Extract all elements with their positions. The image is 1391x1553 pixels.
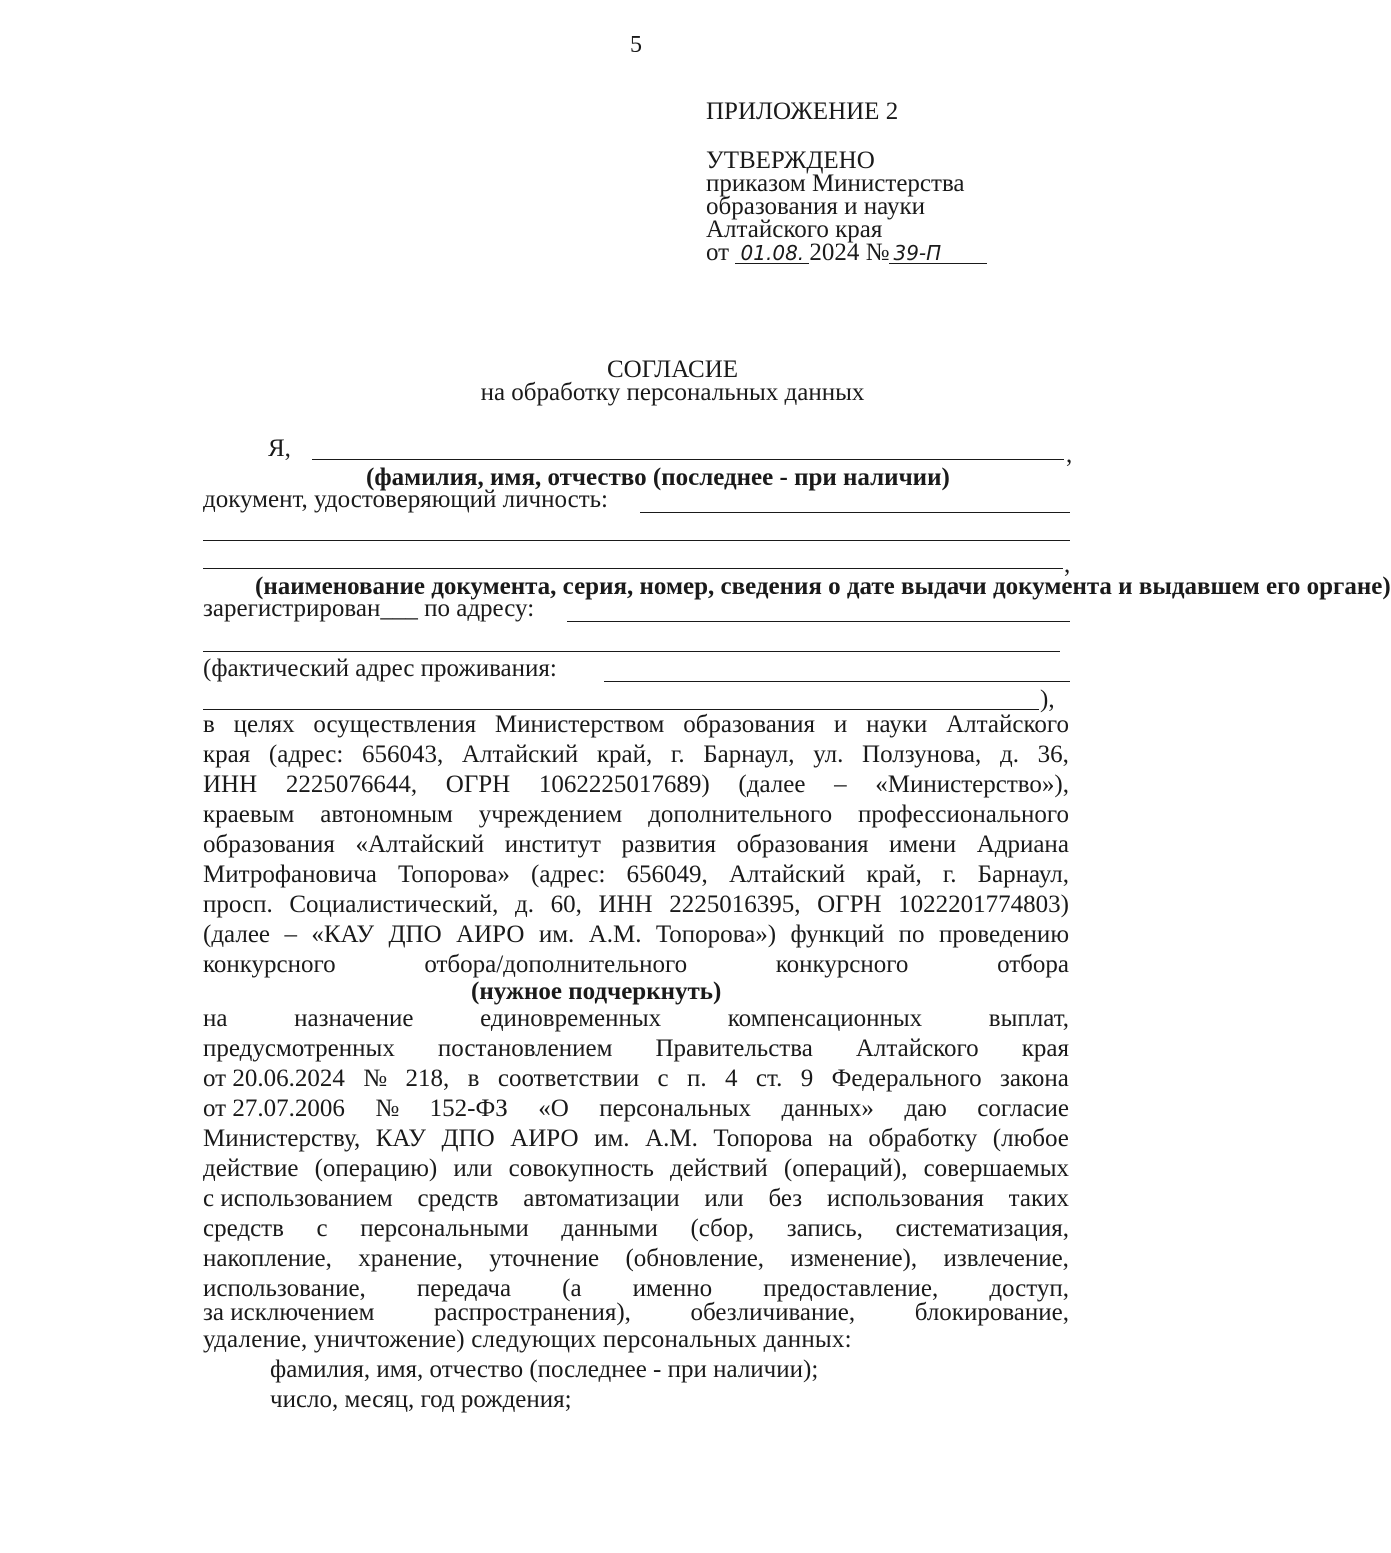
body-word: Ползунова, xyxy=(862,741,982,768)
body-word: край, xyxy=(596,741,653,768)
body-word: Алтайского xyxy=(855,1035,979,1062)
body-word: образования xyxy=(203,831,335,858)
body-word: Алтайский xyxy=(461,741,579,768)
body-word: ИНН xyxy=(203,771,258,798)
doc-comma: , xyxy=(1064,551,1071,578)
fio-note: (фамилия, имя, отчество (последнее - при наличии) xyxy=(366,464,950,491)
document-title xyxy=(0,358,1345,404)
body-word: (операций), xyxy=(783,1155,908,1182)
body-word: за исключением xyxy=(203,1299,375,1326)
body-word: от 27.07.2006 xyxy=(203,1095,345,1122)
body-word: без xyxy=(768,1185,803,1212)
doc-label: документ, удостоверяющий личность: xyxy=(203,486,608,513)
body-word: персональными xyxy=(360,1215,529,1242)
body-word: 9 xyxy=(800,1065,814,1092)
body-word: развития xyxy=(621,831,717,858)
body-word: края xyxy=(203,741,251,768)
body-line xyxy=(203,1005,1069,1032)
body-word: 60, xyxy=(550,891,582,918)
body-line xyxy=(203,1065,1069,1092)
body-word: 2225076644, xyxy=(285,771,418,798)
body-word: просп. xyxy=(203,891,273,918)
body-word: «О xyxy=(538,1095,569,1122)
body-word: совершаемых xyxy=(923,1155,1069,1182)
body-word: образования xyxy=(683,711,816,738)
body-word: обработку xyxy=(868,1125,978,1152)
body-word: единовременных xyxy=(480,1005,662,1032)
body-word: с использованием xyxy=(203,1185,393,1212)
body-word: дополнительного xyxy=(648,801,833,828)
body-line xyxy=(203,1125,1069,1152)
body-line xyxy=(203,831,1069,858)
body-word: д. xyxy=(515,891,534,918)
body-word: компенсационных xyxy=(727,1005,923,1032)
body-word: 656043, xyxy=(362,741,444,768)
body-word: 218, xyxy=(405,1065,450,1092)
doc-field-line-1 xyxy=(640,512,1070,513)
body-word: соответствии xyxy=(497,1065,640,1092)
handwritten-number: 39-П xyxy=(889,243,987,264)
body-word: действие xyxy=(203,1155,299,1182)
doc-field-line-2 xyxy=(203,540,1070,541)
body-line xyxy=(203,1245,1069,1272)
body-line xyxy=(203,891,1069,918)
body-word: доступ, xyxy=(989,1275,1069,1302)
body-word: А.М. xyxy=(588,921,642,948)
needed-note: (нужное подчеркнуть) xyxy=(471,978,722,1005)
body-word: науки xyxy=(866,711,928,738)
body-word: конкурсного xyxy=(203,951,336,978)
body-word: ДПО xyxy=(441,1125,495,1152)
handwritten-date: 01.08. xyxy=(735,243,809,264)
body-word: с xyxy=(316,1215,328,1242)
body-word: – xyxy=(284,921,297,948)
body-word: выплат, xyxy=(988,1005,1069,1032)
body-word: систематизация, xyxy=(895,1215,1069,1242)
body-word: г. xyxy=(670,741,685,768)
body-word: – xyxy=(834,771,847,798)
body-word: запись, xyxy=(786,1215,863,1242)
body-word: данными xyxy=(561,1215,658,1242)
body-word: 656049, xyxy=(626,861,708,888)
body-word: отбора xyxy=(997,951,1069,978)
approved-label: УТВЕРЖДЕНО xyxy=(706,147,875,174)
doc-note: (наименование документа, серия, номер, сведения о дате выдачи документа и выдавшем его органе) xyxy=(255,573,1391,600)
actual-closing: ), xyxy=(1040,686,1055,713)
body-word: (любое xyxy=(992,1125,1069,1152)
body-line xyxy=(203,801,1069,828)
body-word: Правительства xyxy=(655,1035,813,1062)
body-word: назначение xyxy=(294,1005,414,1032)
body-word: в xyxy=(467,1065,480,1092)
body-word: или xyxy=(704,1185,744,1212)
body-word: передача xyxy=(416,1275,512,1302)
body-word: по xyxy=(898,921,925,948)
body-word: средств xyxy=(203,1215,284,1242)
body-word: края xyxy=(1021,1035,1069,1062)
body-word: на xyxy=(828,1125,853,1152)
body-word: (обновление, xyxy=(625,1245,765,1272)
body-word: на xyxy=(203,1005,228,1032)
body-word: отбора/дополнительного xyxy=(424,951,688,978)
body-word: хранение, xyxy=(358,1245,463,1272)
body-word: ОГРН xyxy=(817,891,882,918)
list-item: число, месяц, год рождения; xyxy=(270,1386,572,1413)
body-word: блокирование, xyxy=(914,1299,1069,1326)
body-word: в xyxy=(203,711,215,738)
body-word: даю xyxy=(904,1095,947,1122)
body-word: Топорова») xyxy=(655,921,777,948)
body-word: использования xyxy=(826,1185,984,1212)
body-word: ОГРН xyxy=(445,771,511,798)
body-word: предоставление, xyxy=(763,1275,939,1302)
appendix-label: ПРИЛОЖЕНИЕ 2 xyxy=(706,98,899,125)
body-word: институт xyxy=(504,831,601,858)
title-sub: на обработку персональных данных xyxy=(480,379,865,406)
body-word: 2225016395, xyxy=(669,891,801,918)
registered-field-line-1 xyxy=(567,621,1070,622)
body-word: край, xyxy=(866,861,922,888)
body-last-line: удаление, уничтожение) следующих персональных данных: xyxy=(203,1326,852,1353)
body-line xyxy=(203,861,1069,888)
body-word: ДПО xyxy=(388,921,442,948)
body-line xyxy=(203,1299,1069,1326)
title-main: СОГЛАСИЕ xyxy=(606,356,739,383)
body-word: использование, xyxy=(203,1275,366,1302)
body-word: уточнение xyxy=(489,1245,600,1272)
body-word: № xyxy=(375,1095,400,1122)
body-word: (далее xyxy=(738,771,806,798)
body-word: осуществления xyxy=(313,711,477,738)
body-word: (а xyxy=(562,1275,582,1302)
body-line xyxy=(203,1155,1069,1182)
body-line xyxy=(203,1275,1069,1302)
body-word: Министерству, xyxy=(203,1125,361,1152)
body-word: п. xyxy=(687,1065,707,1092)
body-word: или xyxy=(453,1155,493,1182)
body-word: закона xyxy=(1000,1065,1069,1092)
list-item: фамилия, имя, отчество (последнее - при наличии); xyxy=(270,1356,819,1383)
body-word: ИНН xyxy=(598,891,653,918)
actual-field-line-2 xyxy=(203,709,1039,710)
body-word: «КАУ xyxy=(311,921,375,948)
body-word: Федерального xyxy=(831,1065,982,1092)
body-word: Топорова» xyxy=(398,861,510,888)
body-word: 1022201774803) xyxy=(898,891,1069,918)
approval-line-3: Алтайского края xyxy=(706,216,883,243)
body-word: КАУ xyxy=(375,1125,426,1152)
body-word: АИРО xyxy=(456,921,525,948)
body-word: Алтайского xyxy=(946,711,1069,738)
approval-date-line xyxy=(706,241,987,264)
fio-comma: , xyxy=(1066,441,1073,468)
body-word: ул. xyxy=(813,741,844,768)
registered-label: зарегистрирован___ по адресу: xyxy=(203,595,535,622)
body-word: (адрес: xyxy=(531,861,606,888)
body-word: распространения), xyxy=(433,1299,631,1326)
approval-year: 2024 № xyxy=(809,239,890,266)
body-word: целях xyxy=(233,711,295,738)
body-word: 4 xyxy=(725,1065,738,1092)
body-word: профессионального xyxy=(858,801,1069,828)
body-word: Министерством xyxy=(494,711,665,738)
body-word: имени xyxy=(889,831,957,858)
approval-line-2: образования и науки xyxy=(706,193,925,220)
body-word: (адрес: xyxy=(268,741,344,768)
body-word: изменение), xyxy=(790,1245,918,1272)
body-word: постановлением xyxy=(437,1035,613,1062)
body-word: Социалистический, xyxy=(289,891,499,918)
body-line xyxy=(203,711,1069,738)
body-word: действий xyxy=(670,1155,768,1182)
body-word: Барнаул, xyxy=(977,861,1069,888)
body-word: согласие xyxy=(977,1095,1069,1122)
fio-field-line xyxy=(312,459,1064,460)
body-word: извлечение, xyxy=(943,1245,1069,1272)
body-word: проведению xyxy=(938,921,1069,948)
date-prefix: от xyxy=(706,239,730,266)
body-word: средств xyxy=(417,1185,499,1212)
body-word: (операцию) xyxy=(314,1155,438,1182)
approval-block xyxy=(706,100,987,264)
registered-field-line-2 xyxy=(203,651,1060,652)
body-word: Митрофановича xyxy=(203,861,377,888)
body-line xyxy=(203,951,1069,978)
body-line xyxy=(203,921,1069,948)
doc-field-line-3 xyxy=(203,568,1063,569)
body-word: ст. xyxy=(755,1065,783,1092)
body-word: г. xyxy=(942,861,957,888)
body-word: накопление, xyxy=(203,1245,332,1272)
body-word: учреждением xyxy=(478,801,623,828)
body-line xyxy=(203,1185,1069,1212)
body-word: краевым xyxy=(203,801,295,828)
body-word: функций xyxy=(790,921,885,948)
body-word: с xyxy=(657,1065,669,1092)
body-word: Топорова xyxy=(713,1125,813,1152)
body-word: совокупность xyxy=(508,1155,654,1182)
body-word: автономным xyxy=(320,801,453,828)
body-line xyxy=(203,1215,1069,1242)
actual-field-line-1 xyxy=(604,681,1070,682)
body-word: им. xyxy=(538,921,575,948)
body-word: персональных xyxy=(599,1095,752,1122)
body-word: «Алтайский xyxy=(355,831,485,858)
body-word: 152-ФЗ xyxy=(429,1095,508,1122)
body-line xyxy=(203,1095,1069,1122)
body-word: А.М. xyxy=(645,1125,698,1152)
body-word: № xyxy=(363,1065,388,1092)
body-word: именно xyxy=(632,1275,713,1302)
body-word: Алтайский xyxy=(728,861,846,888)
actual-address-label: (фактический адрес проживания: xyxy=(203,655,557,682)
body-word: и xyxy=(833,711,848,738)
body-word: автоматизации xyxy=(523,1185,680,1212)
body-word: (сбор, xyxy=(690,1215,755,1242)
approval-line-1: приказом Министерства xyxy=(706,170,965,197)
body-line xyxy=(203,771,1069,798)
body-word: (далее xyxy=(203,921,271,948)
body-word: Адриана xyxy=(976,831,1069,858)
body-word: образования xyxy=(736,831,869,858)
body-word: данных» xyxy=(781,1095,874,1122)
body-word: им. xyxy=(594,1125,630,1152)
body-word: «Министерство»), xyxy=(875,771,1069,798)
body-word: 1062225017689) xyxy=(538,771,710,798)
page-number: 5 xyxy=(630,32,642,58)
body-word: АИРО xyxy=(510,1125,579,1152)
body-word: от 20.06.2024 xyxy=(203,1065,345,1092)
body-line xyxy=(203,1035,1069,1062)
body-word: таких xyxy=(1008,1185,1069,1212)
body-word: обезличивание, xyxy=(690,1299,856,1326)
body-word: д. xyxy=(999,741,1019,768)
i-label: Я, xyxy=(268,435,291,462)
body-word: 36, xyxy=(1037,741,1069,768)
body-word: конкурсного xyxy=(775,951,909,978)
body-word: предусмотренных xyxy=(203,1035,395,1062)
body-word: Барнаул, xyxy=(703,741,795,768)
body-line xyxy=(203,741,1069,768)
